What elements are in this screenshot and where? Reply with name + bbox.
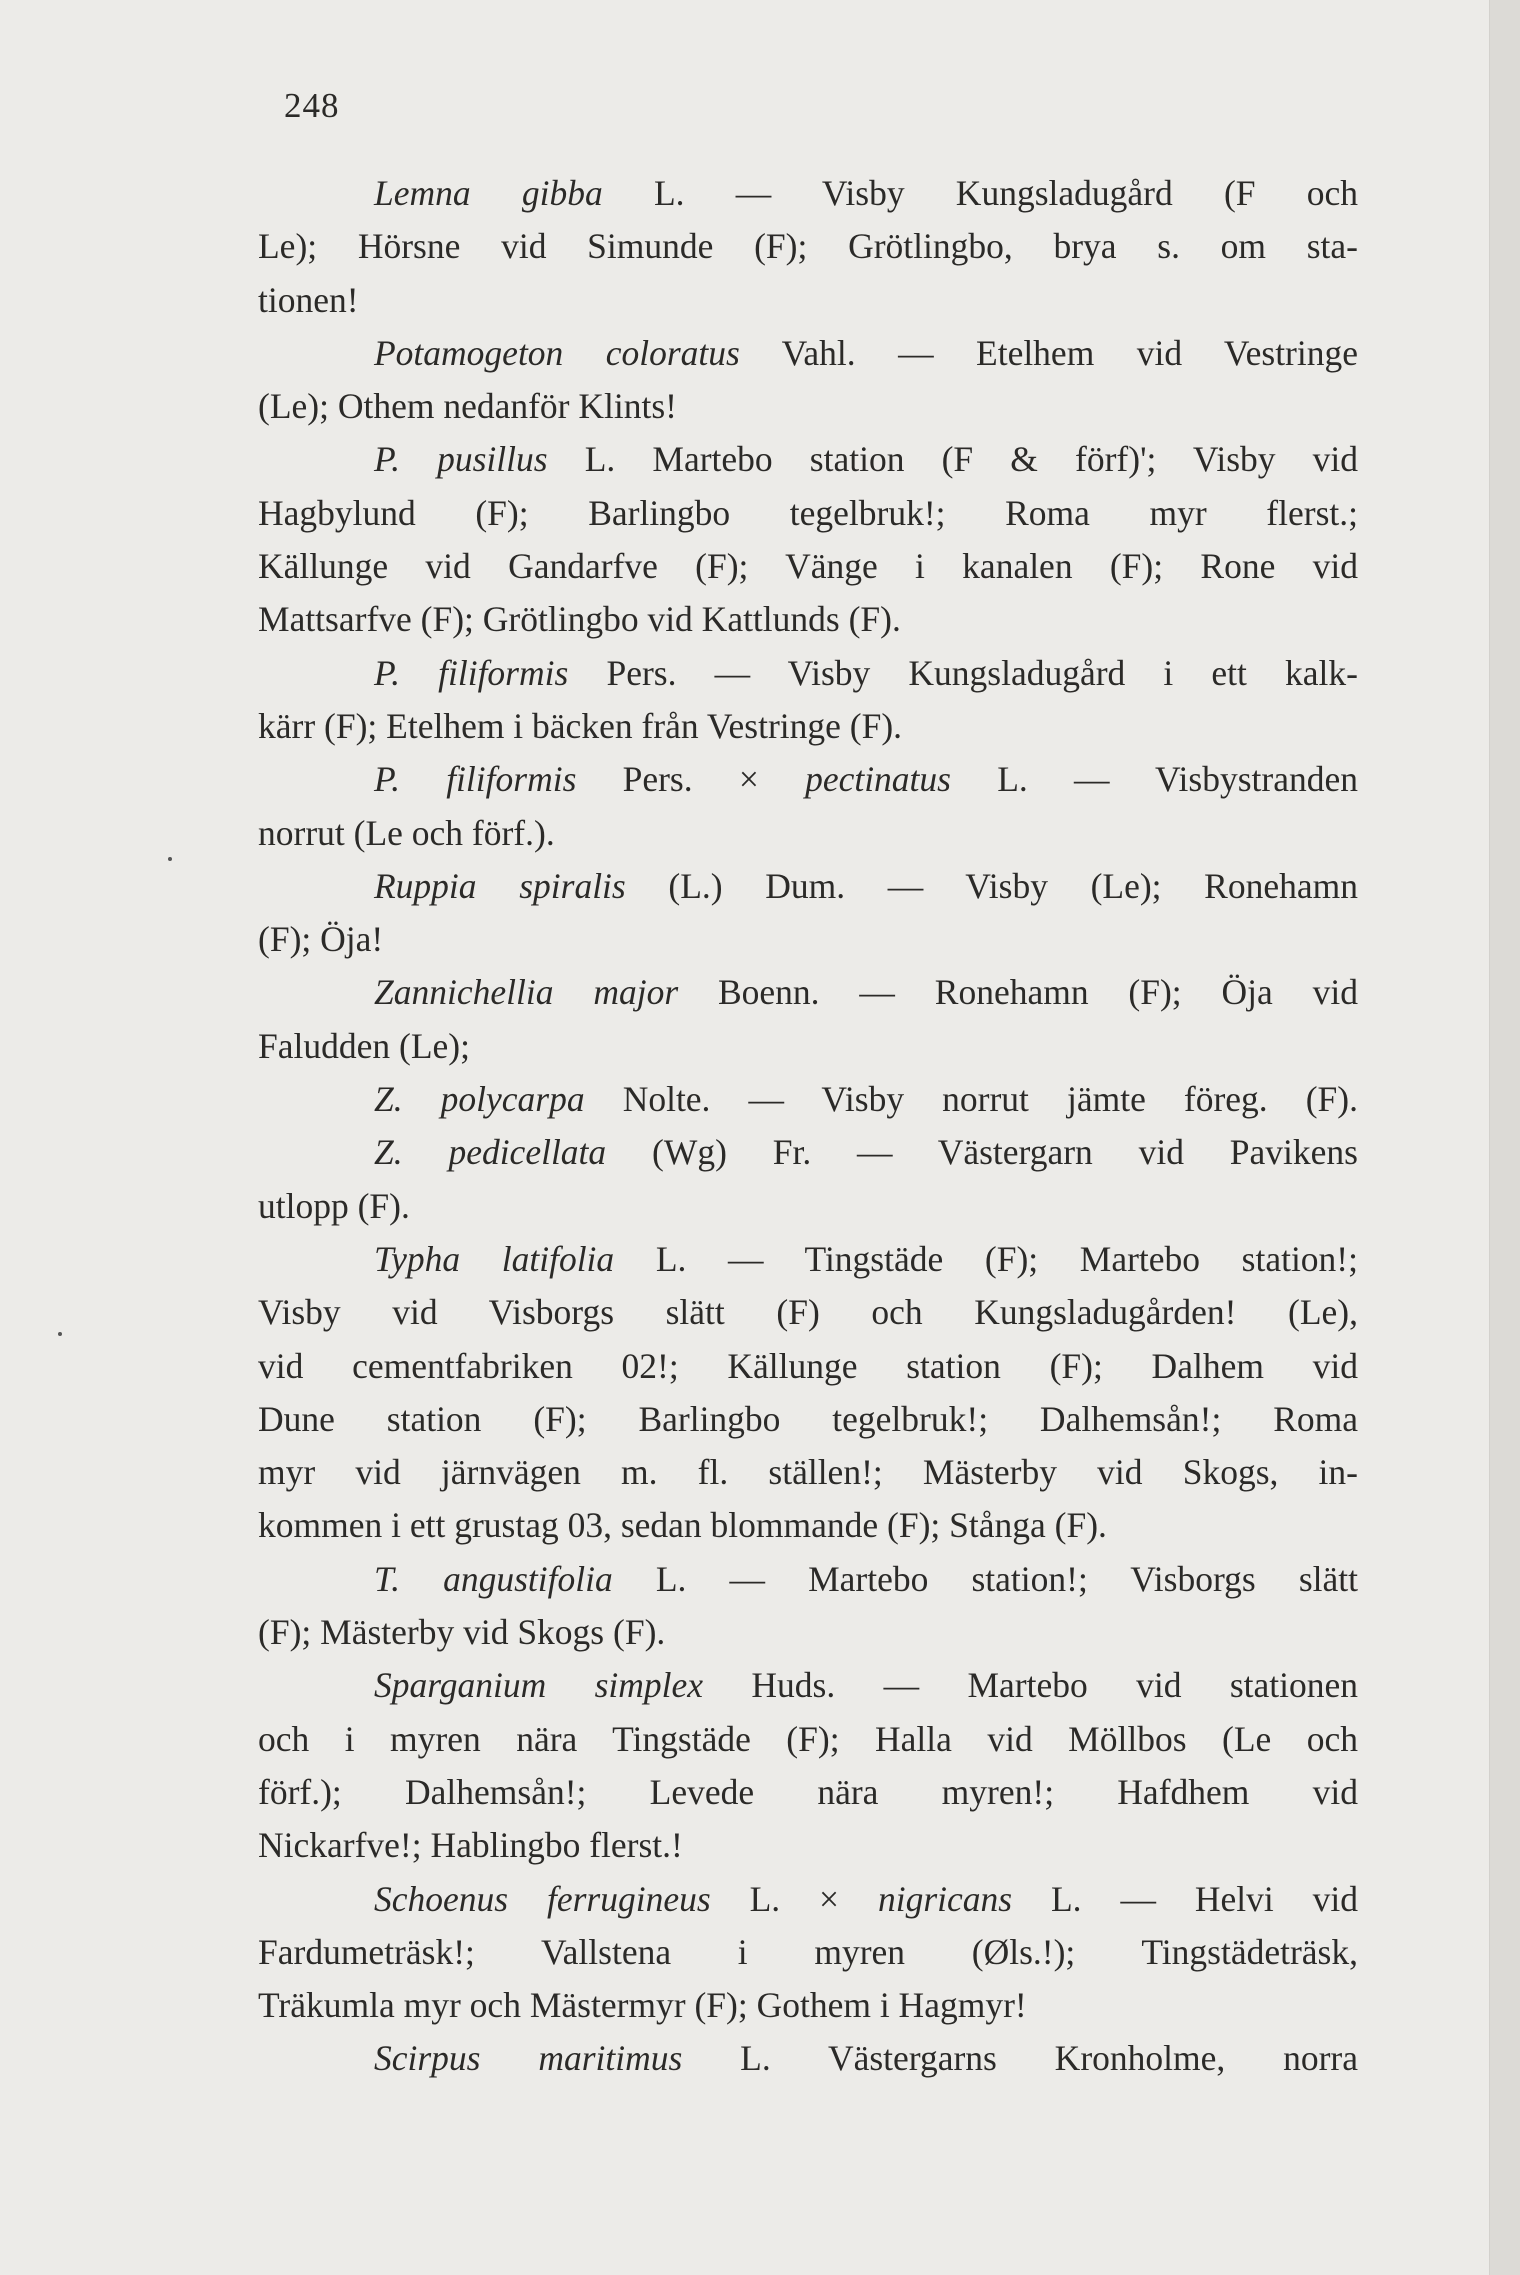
text-line — [258, 1766, 1358, 1819]
print-speck — [168, 857, 172, 861]
species-name: P. filiformis — [374, 759, 577, 800]
line-text: Vahl. — Etelhem vid Vestringe — [739, 332, 1358, 373]
line-text: L. × — [710, 1878, 878, 1919]
species-name: Schoenus ferrugineus — [374, 1878, 711, 1919]
species-name: Scirpus maritimus — [374, 2038, 683, 2079]
text-line — [258, 274, 1358, 327]
line-text: Visby vid Visborgs slätt (F) och Kungsladugården! (Le), — [258, 1292, 1358, 1333]
text-line — [258, 1340, 1358, 1393]
text-line — [258, 1606, 1358, 1659]
text-line — [258, 433, 1358, 486]
print-speck — [58, 1332, 62, 1336]
species-name: Ruppia spiralis — [374, 865, 626, 906]
line-text: norrut (Le och förf.). — [258, 812, 555, 853]
text-line — [258, 647, 1358, 700]
line-text: L. — Helvi vid — [1012, 1878, 1358, 1919]
text-line — [258, 380, 1358, 433]
line-text: Nickarfve!; Hablingbo flerst.! — [258, 1825, 683, 1866]
text-line — [258, 1020, 1358, 1073]
page-number: 248 — [284, 86, 340, 125]
species-name: pectinatus — [805, 759, 951, 800]
text-line — [258, 1393, 1358, 1446]
text-line — [258, 1553, 1358, 1606]
text-line — [258, 1713, 1358, 1766]
line-text: L. — Visbystranden — [950, 759, 1358, 800]
text-line — [258, 1979, 1358, 2032]
line-text: tionen! — [258, 279, 359, 320]
line-text: (Le); Othem nedanför Klints! — [258, 386, 677, 427]
text-line — [258, 913, 1358, 966]
line-text: Le); Hörsne vid Simunde (F); Grötlingbo, brya s. om sta- — [258, 226, 1358, 267]
line-text: Pers. — Visby Kungsladugård i ett kalk- — [568, 652, 1358, 693]
line-text: utlopp (F). — [258, 1185, 410, 1226]
text-line — [258, 1286, 1358, 1339]
line-text: L. Västergarns Kronholme, norra — [682, 2038, 1358, 2079]
species-name: Potamogeton coloratus — [374, 332, 740, 373]
line-text: myr vid järnvägen m. fl. ställen!; Mästerby vid Skogs, in- — [258, 1452, 1358, 1493]
line-text: (Wg) Fr. — Västergarn vid Pavikens — [606, 1132, 1358, 1173]
line-text: förf.); Dalhemsån!; Levede nära myren!; Hafdhem vid — [258, 1771, 1358, 1812]
species-name: Z. polycarpa — [374, 1079, 585, 1120]
line-text: (F); Öja! — [258, 919, 384, 960]
text-line — [258, 593, 1358, 646]
line-text: Dune station (F); Barlingbo tegelbruk!; Dalhemsån!; Roma — [258, 1398, 1358, 1439]
text-line — [258, 1819, 1358, 1872]
species-name: Zannichellia major — [374, 972, 679, 1013]
text-line — [258, 1126, 1358, 1179]
page-gutter-edge — [1489, 0, 1520, 2275]
text-line — [258, 1233, 1358, 1286]
line-text: kommen i ett grustag 03, sedan blommande (F); Stånga (F). — [258, 1505, 1107, 1546]
line-text: Träkumla myr och Mästermyr (F); Gothem i Hagmyr! — [258, 1985, 1027, 2026]
species-name: T. angustifolia — [374, 1558, 613, 1599]
line-text: Faludden (Le); — [258, 1025, 470, 1066]
text-line — [258, 540, 1358, 593]
species-name: Z. pedicellata — [374, 1132, 607, 1173]
line-text: Mattsarfve (F); Grötlingbo vid Kattlunds (F). — [258, 599, 901, 640]
text-line — [258, 327, 1358, 380]
species-name: Lemna gibba — [374, 173, 603, 213]
species-name: nigricans — [877, 1878, 1013, 1919]
text-line — [258, 487, 1358, 540]
line-text: (F); Mästerby vid Skogs (F). — [258, 1612, 666, 1653]
text-line — [258, 1180, 1358, 1233]
text-line — [258, 1499, 1358, 1552]
line-text: Hagbylund (F); Barlingbo tegelbruk!; Roma myr flerst.; — [258, 492, 1358, 533]
text-line — [258, 1873, 1358, 1926]
line-text: Boenn. — Ronehamn (F); Öja vid — [678, 972, 1359, 1013]
species-name: Sparganium simplex — [374, 1665, 704, 1706]
line-text: vid cementfabriken 02!; Källunge station (F); Dalhem vid — [258, 1345, 1358, 1386]
line-text: (L.) Dum. — Visby (Le); Ronehamn — [625, 865, 1358, 906]
line-text: Huds. — Martebo vid stationen — [703, 1665, 1358, 1706]
text-line — [258, 1659, 1358, 1712]
species-name: Typha latifolia — [374, 1238, 615, 1279]
text-line — [258, 860, 1358, 913]
text-line — [258, 2032, 1358, 2085]
text-line — [258, 1446, 1358, 1499]
line-text: Fardumeträsk!; Vallstena i myren (Øls.!); Tingstädeträsk, — [258, 1931, 1358, 1972]
line-text: L. Martebo station (F & förf)'; Visby vid — [547, 439, 1358, 480]
species-name: P. pusillus — [374, 439, 548, 480]
line-text: Källunge vid Gandarfve (F); Vänge i kanalen (F); Rone vid — [258, 546, 1358, 587]
line-text: L. — Visby Kungsladugård (F och — [602, 173, 1359, 213]
text-line — [258, 966, 1358, 1019]
line-text: Pers. × — [576, 759, 806, 800]
text-line — [258, 167, 1358, 220]
text-line — [258, 1926, 1358, 1979]
text-line — [258, 220, 1358, 273]
page-body-text — [258, 167, 1358, 2086]
text-line — [258, 753, 1358, 806]
text-line — [258, 1073, 1358, 1126]
line-text: L. — Martebo station!; Visborgs slätt — [612, 1558, 1358, 1599]
text-line — [258, 807, 1358, 860]
line-text: Nolte. — Visby norrut jämte föreg. (F). — [584, 1079, 1358, 1120]
text-line — [258, 700, 1358, 753]
species-name: P. filiformis — [374, 652, 569, 693]
line-text: L. — Tingstäde (F); Martebo station!; — [614, 1238, 1358, 1279]
line-text: och i myren nära Tingstäde (F); Halla vid Möllbos (Le och — [258, 1718, 1358, 1759]
line-text: kärr (F); Etelhem i bäcken från Vestringe (F). — [258, 705, 903, 746]
